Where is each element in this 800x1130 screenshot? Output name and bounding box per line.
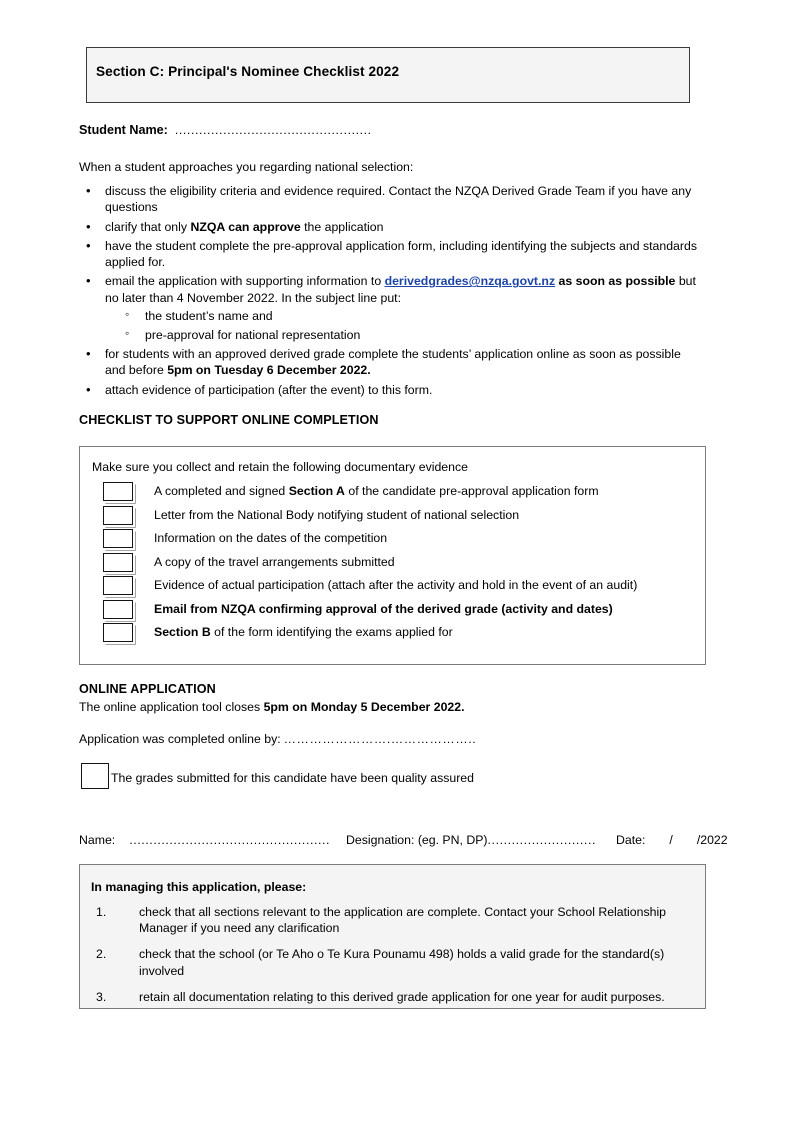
checklist-intro: Make sure you collect and retain the following documentary evidence bbox=[92, 460, 468, 474]
instruction-bullet bbox=[79, 273, 699, 343]
signoff-date-year[interactable]: /2022 bbox=[696, 833, 728, 847]
text-run: A completed and signed bbox=[154, 484, 289, 498]
student-name-blank[interactable]: ................................................. bbox=[174, 123, 372, 137]
text-run: Letter from the National Body notifying student of national selection bbox=[154, 507, 520, 522]
checklist-item bbox=[92, 599, 692, 623]
bullet-text bbox=[105, 184, 691, 214]
managing-list-text: retain all documentation relating to this derived grade application for one year for audit purposes. bbox=[139, 989, 665, 1004]
instruction-sub-list bbox=[105, 308, 699, 343]
checklist-box bbox=[79, 446, 706, 665]
checklist-item bbox=[92, 622, 692, 646]
instruction-bullet bbox=[79, 183, 699, 215]
emphasis-text: Email from NZQA confirming approval of the derived grade (activity and dates) bbox=[154, 601, 613, 616]
checklist-checkbox[interactable] bbox=[103, 553, 133, 572]
checklist-item bbox=[92, 528, 692, 552]
email-link[interactable]: derivedgrades@nzqa.govt.nz bbox=[384, 274, 556, 289]
checklist-item bbox=[92, 552, 692, 576]
student-name-field bbox=[79, 122, 372, 139]
checklist-checkbox[interactable] bbox=[103, 576, 133, 595]
completed-online-by-field bbox=[79, 731, 476, 747]
student-name-label: Student Name: bbox=[79, 123, 168, 137]
managing-list-number: 1. bbox=[96, 905, 107, 919]
checklist-item-label bbox=[154, 483, 599, 499]
text-run: clarify that only bbox=[105, 219, 191, 234]
emphasis-text: Section B bbox=[154, 625, 211, 639]
text-run: of the candidate pre-approval application form bbox=[344, 484, 599, 498]
quality-assured-checkbox[interactable] bbox=[81, 763, 109, 789]
checklist-item-label bbox=[154, 624, 453, 640]
instructions-block bbox=[79, 159, 699, 401]
bullet-text bbox=[105, 383, 432, 397]
checklist-item bbox=[92, 505, 692, 529]
text-run: have the student complete the pre-approval application form, including identifying the subjects and standards applied for. bbox=[105, 238, 697, 270]
text-run: The online application tool closes bbox=[79, 700, 264, 714]
signoff-name-blank[interactable]: .................................................. bbox=[129, 833, 331, 847]
checklist-item-label bbox=[154, 507, 519, 523]
text-run: email the application with supporting information to bbox=[105, 274, 385, 289]
managing-list-number: 2. bbox=[96, 947, 107, 962]
checklist-item-label bbox=[154, 554, 395, 570]
checklist-item bbox=[92, 575, 692, 599]
managing-application-list bbox=[91, 904, 699, 1015]
completed-online-by-label: Application was completed online by: bbox=[79, 732, 281, 746]
checklist-item-label bbox=[154, 530, 387, 546]
emphasis-text: 5pm on Tuesday 6 December 2022. bbox=[167, 363, 371, 378]
text-run: but no later than 4 November 2022. In the subject line put: bbox=[105, 274, 696, 305]
managing-application-title: In managing this application, please: bbox=[91, 880, 307, 894]
signoff-designation-blank[interactable]: ........................... bbox=[487, 833, 596, 847]
quality-assured-row bbox=[81, 763, 641, 791]
signoff-date-label: Date: bbox=[615, 833, 646, 847]
instructions-bullet-list bbox=[79, 183, 699, 398]
emphasis-text: 5pm on Monday 5 December 2022. bbox=[263, 700, 465, 714]
quality-assured-label: The grades submitted for this candidate have been quality assured bbox=[111, 771, 474, 785]
managing-list-text: check that the school (or Te Aho o Te Kura Pounamu 498) holds a valid grade for the standard(s) involved bbox=[139, 947, 665, 978]
managing-application-box bbox=[79, 864, 706, 1009]
text-run: for students with an approved derived grade complete the students’ application online as soon as possible and before bbox=[105, 347, 681, 378]
signoff-designation-label: Designation: (eg. PN, DP) bbox=[346, 833, 488, 847]
managing-list-item bbox=[91, 946, 699, 978]
text-run: attach evidence of participation (after the event) to this form. bbox=[105, 382, 433, 397]
checklist-item-label bbox=[154, 601, 613, 617]
instructions-lead: When a student approaches you regarding national selection: bbox=[79, 160, 414, 174]
checklist-item bbox=[92, 481, 692, 505]
emphasis-text: NZQA can approve bbox=[190, 219, 301, 234]
signoff-line bbox=[79, 832, 728, 848]
managing-list-text: check that all sections relevant to the application are complete. Contact your School Relationship Manager if you need any clarification bbox=[139, 905, 667, 936]
checklist-checkbox[interactable] bbox=[103, 506, 133, 525]
instruction-bullet bbox=[79, 346, 699, 378]
instruction-bullet bbox=[79, 238, 699, 270]
instruction-bullet bbox=[79, 382, 699, 398]
text-run: Information on the dates of the competition bbox=[154, 531, 388, 545]
managing-list-item bbox=[91, 904, 699, 936]
checklist-item-label bbox=[154, 577, 637, 593]
online-closing-text bbox=[79, 699, 465, 715]
instruction-sub-bullet: ◦ the student’s name and bbox=[105, 308, 699, 324]
signoff-date-slash[interactable]: / bbox=[669, 833, 673, 847]
checklist-checkbox[interactable] bbox=[103, 623, 133, 642]
emphasis-text: as soon as possible bbox=[558, 274, 676, 289]
text-run: Evidence of actual participation (attach after the activity and hold in the event of an audit) bbox=[154, 578, 638, 592]
bullet-text bbox=[105, 274, 696, 304]
completed-online-by-blank[interactable]: …………………….……………….. bbox=[283, 732, 477, 746]
signoff-name-label: Name: bbox=[79, 833, 116, 847]
text-run: A copy of the travel arrangements submitted bbox=[154, 554, 395, 569]
checklist-checkbox[interactable] bbox=[103, 529, 133, 548]
bullet-text bbox=[105, 220, 383, 234]
online-application-heading: ONLINE APPLICATION bbox=[79, 682, 216, 696]
checklist-item-list bbox=[92, 481, 692, 646]
instruction-sub-bullet: ◦ pre-approval for national representation bbox=[105, 327, 699, 343]
checklist-checkbox[interactable] bbox=[103, 600, 133, 619]
section-title-box bbox=[86, 47, 690, 103]
bullet-text bbox=[105, 347, 681, 377]
bullet-text bbox=[105, 239, 697, 269]
text-run: of the form identifying the exams applied for bbox=[210, 625, 453, 639]
instruction-bullet bbox=[79, 219, 699, 235]
managing-list-number: 3. bbox=[96, 989, 107, 1004]
managing-list-item bbox=[91, 989, 699, 1005]
text-run: discuss the eligibility criteria and evidence required. Contact the NZQA Derived Grade Team if you have any questions bbox=[105, 184, 692, 215]
checklist-checkbox[interactable] bbox=[103, 482, 133, 501]
emphasis-text: Section A bbox=[288, 484, 345, 498]
checklist-heading: CHECKLIST TO SUPPORT ONLINE COMPLETION bbox=[79, 413, 379, 427]
page-title: Section C: Principal's Nominee Checklist 2022 bbox=[96, 64, 400, 79]
text-run: the application bbox=[300, 219, 384, 234]
